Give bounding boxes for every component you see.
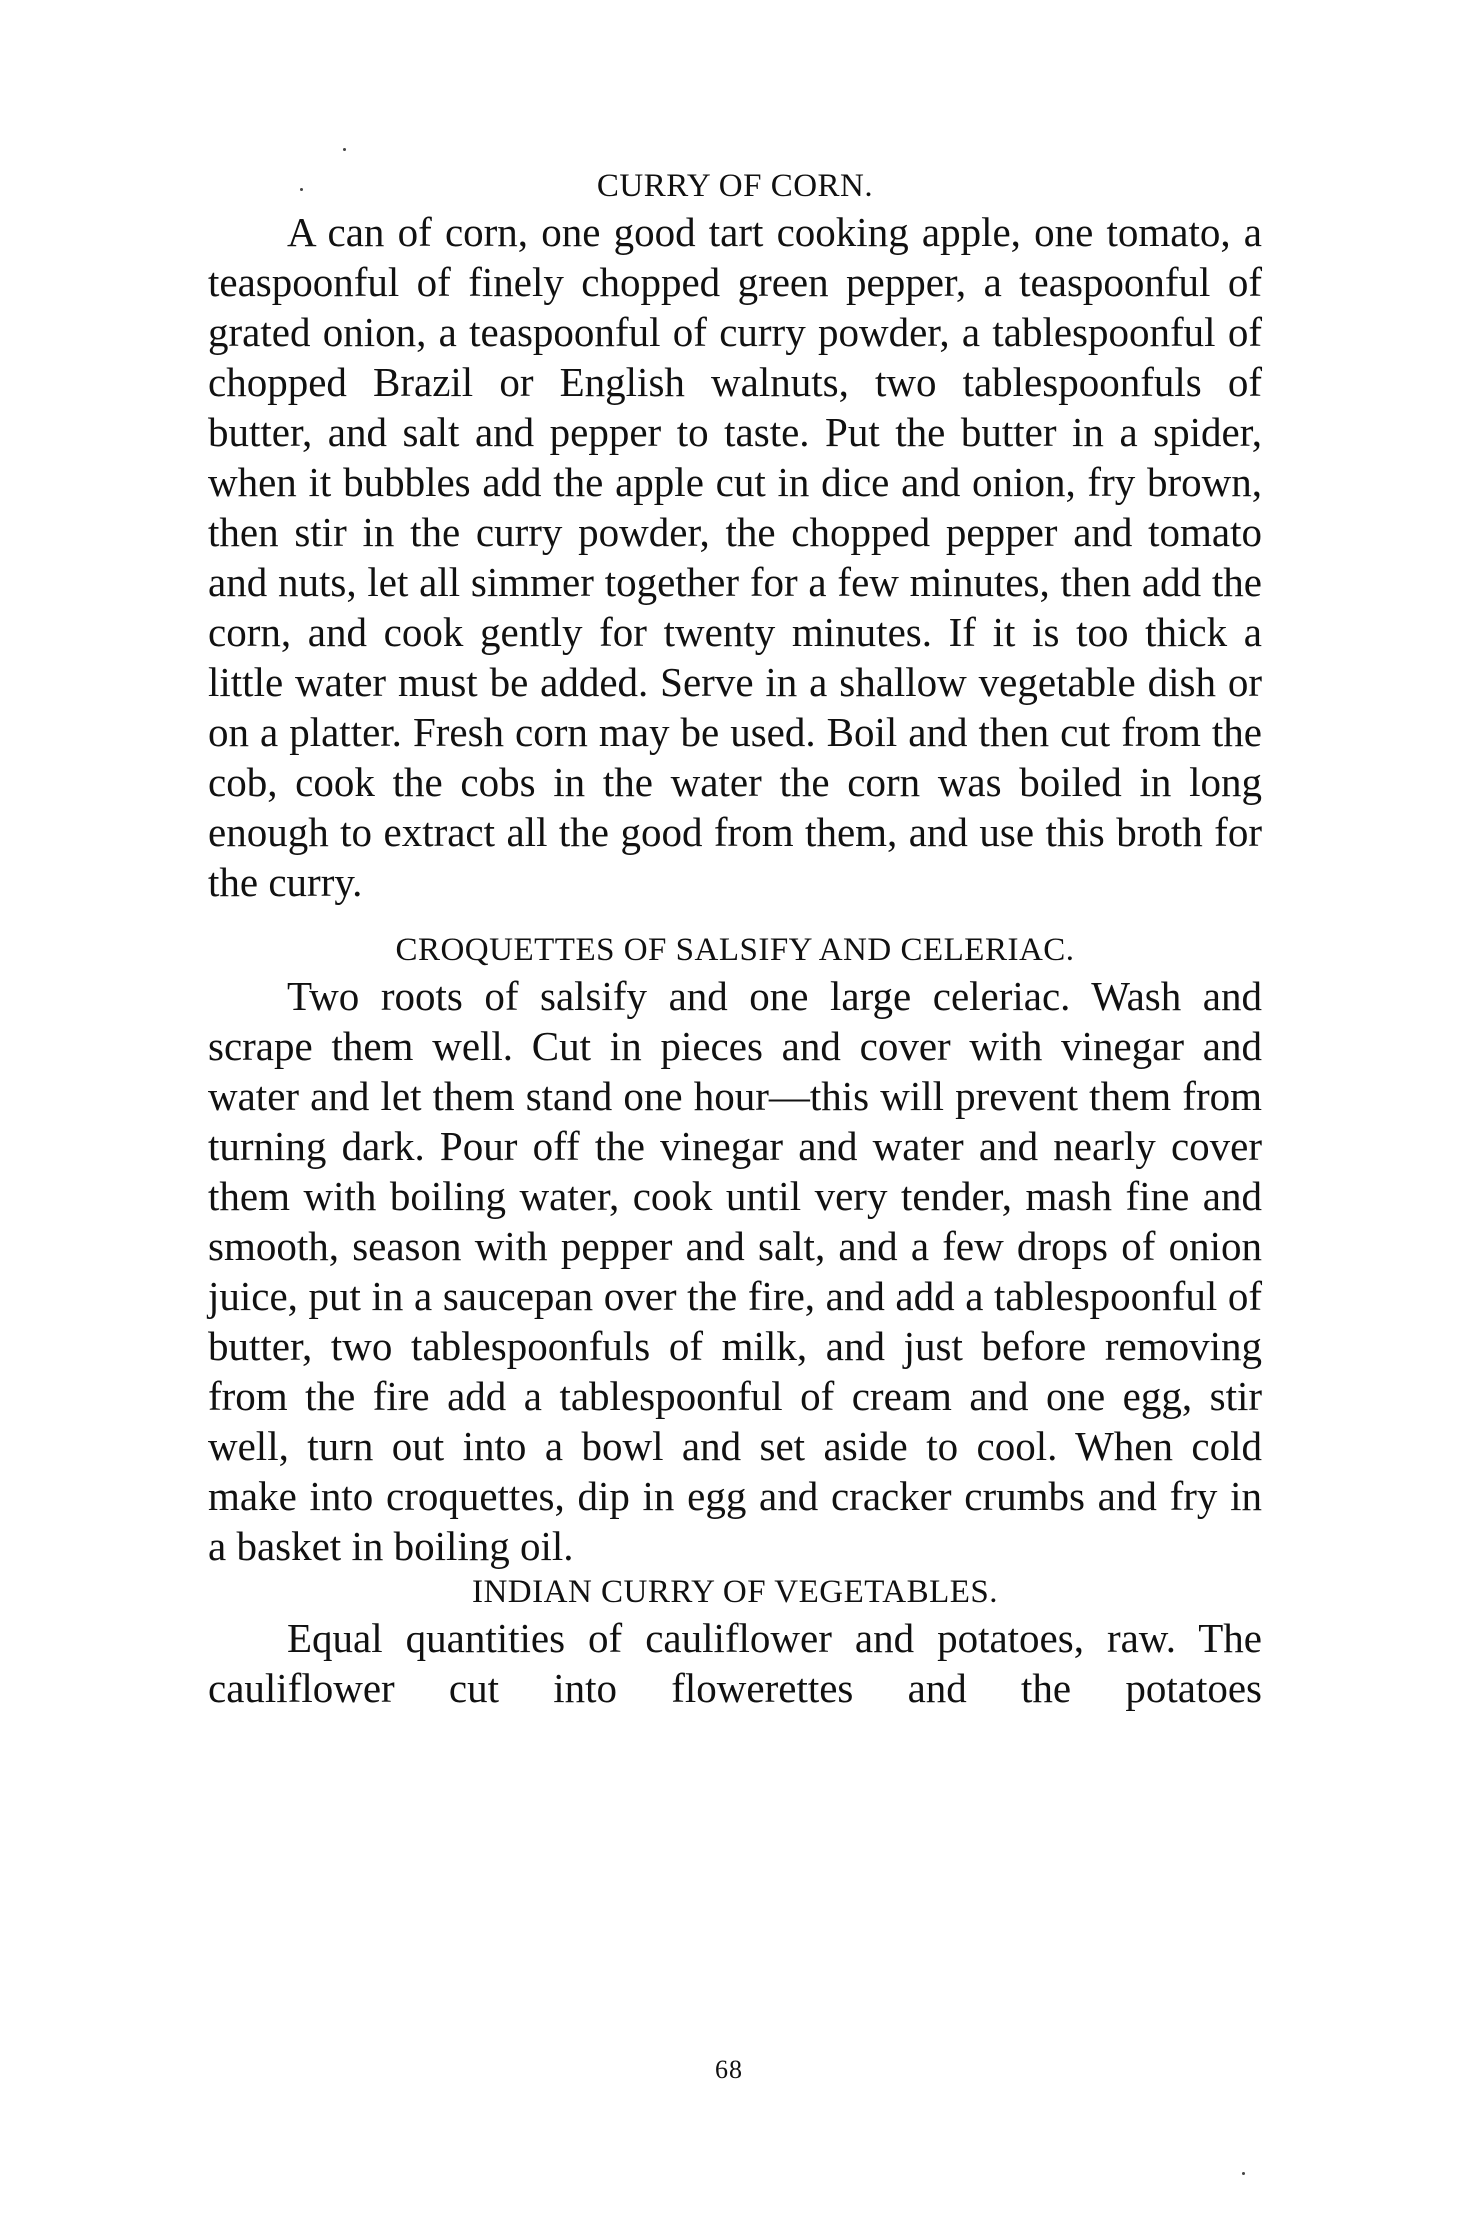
- recipe-text-curry-of-corn: A can of corn, one good tart cooking apple, one tomato, a teaspoonful of finely chopped green pepper, a teaspoonful of grated onion, a teaspoonful of curry powder, a tablespoonful of chopped Brazil or English walnuts, two tablespoonfuls of butter, and salt and pepper to taste. Put the butter in a spider, when it bubbles add the apple cut in dice and onion, fry brown, then stir in the curry powder, the chopped pepper and tomato and nuts, let all simmer together for a few minutes, then add the corn, and cook gently for twenty minutes. If it is too thick a little water must be added. Serve in a shallow vegetable dish or on a platter. Fresh corn may be used. Boil and then cut from the cob, cook the cobs in the water the corn was boiled in long enough to extract all the good from them, and use this broth for the curry.: [208, 209, 1262, 905]
- print-speck: [1242, 2172, 1245, 2175]
- print-speck: [343, 148, 346, 151]
- section-title-croquettes: CROQUETTES OF SALSIFY AND CELERIAC.: [395, 932, 1075, 968]
- book-page: [208, 165, 1262, 1713]
- section-title-curry-of-corn: CURRY OF CORN.: [596, 168, 874, 204]
- recipe-text-indian-curry: Equal quantities of cauliflower and potatoes, raw. The cauliflower cut into flowerettes and the potatoes: [208, 1615, 1262, 1711]
- page-number: 68: [715, 2055, 743, 2084]
- section-title-indian-curry: INDIAN CURRY OF VEGETABLES.: [471, 1574, 999, 1610]
- recipe-text-croquettes: Two roots of salsify and one large celeriac. Wash and scrape them well. Cut in pieces and cover with vinegar and water and let them stand one hour—this will prevent them from turning dark. Pour off the vinegar and water and nearly cover them with boiling water, cook until very tender, mash fine and smooth, season with pepper and salt, and a few drops of onion juice, put in a saucepan over the fire, and add a tablespoonful of butter, two tablespoonfuls of milk, and just before removing from the fire add a tablespoonful of cream and one egg, stir well, turn out into a bowl and set aside to cool. When cold make into croquettes, dip in egg and cracker crumbs and fry in a basket in boiling oil.: [208, 973, 1262, 1569]
